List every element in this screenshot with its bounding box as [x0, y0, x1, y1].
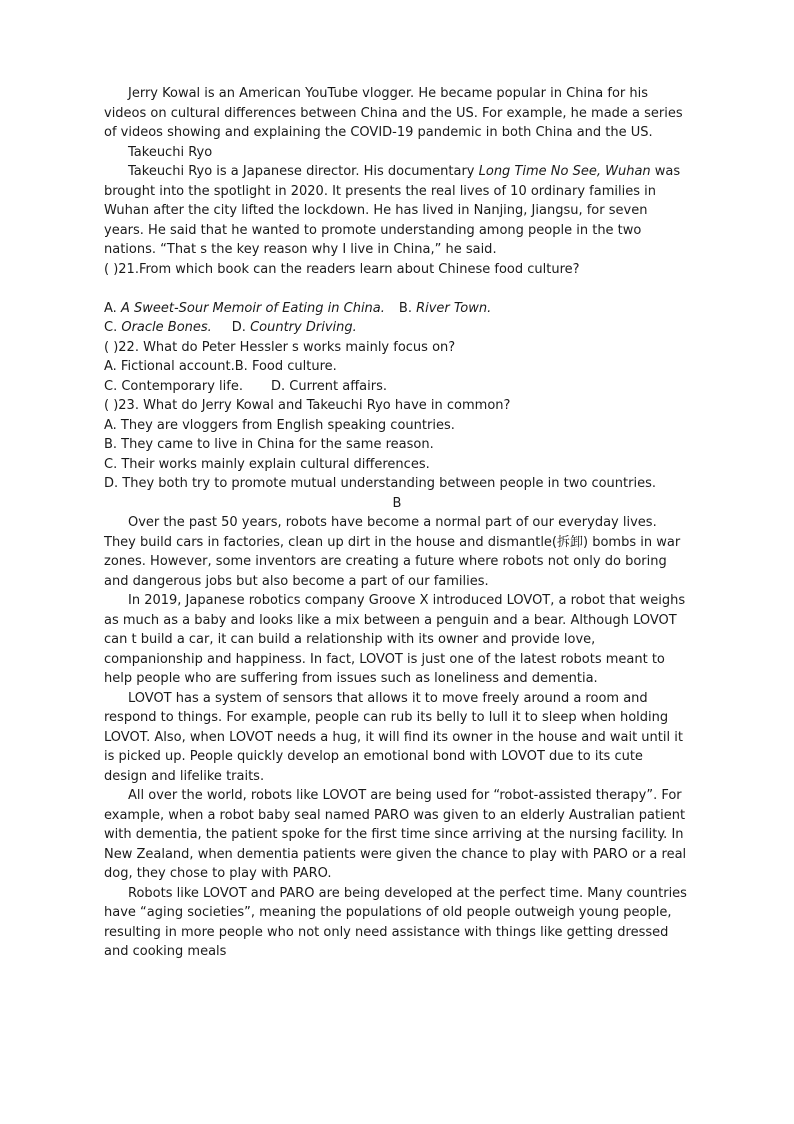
robots-paragraph-1: Over the past 50 years, robots have become a normal part of our everyday lives. They build cars in factories, clean up dirt in the house and dismantle(拆卸) bombs in war zones. However, some inventors are creating a future where robots not only do boring and dangerous jobs but also become a part of our families.	[104, 515, 681, 589]
ryo-heading: Takeuchi Ryo	[128, 144, 213, 160]
robots-paragraph-2: In 2019, Japanese robotics company Groove X introduced LOVOT, a robot that weighs as much as a baby and looks like a mix between a penguin and a bear. Although LOVOT can t build a car, it can build a relationship with its owner and provide love, companionship and happiness. In fact, LOVOT is just one of the latest robots meant to help people who are suffering from issues such as loneliness and dementia.	[104, 593, 686, 686]
ryo-paragraph-rest: was brought into the spotlight in 2020. It presents the real lives of 10 ordinary families in Wuhan after the city lifted the lockdown. He has lived in Nanjing, Jiangsu, for seven years. He said that he wanted to promote understanding among people in the two nations. “That s the key reason why I live in China,” he said.	[104, 164, 681, 257]
q21-option-d: Country Driving.	[250, 320, 357, 335]
documentary-title: Long Time No See, Wuhan	[478, 164, 651, 179]
robots-paragraph-4: All over the world, robots like LOVOT are being used for “robot-assisted therapy”. For example, when a robot baby seal named PARO was given to an elderly Australian patient with dementia, the patient spoke for the first time since arriving at the nursing facility. In New Zealand, when dementia patients were given the chance to play with PARO or a real dog, they chose to play with PARO.	[104, 788, 687, 881]
ryo-paragraph-start: Takeuchi Ryo is a Japanese director. His documentary	[128, 164, 479, 179]
q23-option-d: D. They both try to promote mutual understanding between people in two countries.	[104, 476, 656, 491]
robots-paragraph-5: Robots like LOVOT and PARO are being developed at the perfect time. Many countries have “aging societies”, meaning the populations of old people outweigh young people, resulting in more people who not only need assistance with things like getting dressed and cooking meals	[104, 885, 687, 959]
q21-a-label: A.	[104, 300, 121, 316]
section-b-heading: B	[392, 495, 402, 511]
q21-option-a: A Sweet-Sour Memoir of Eating in China.	[120, 300, 385, 316]
q23-option-c: C. Their works mainly explain cultural differences.	[104, 456, 430, 472]
q21-options-ab	[104, 299, 690, 319]
q21-c-label: C.	[104, 320, 122, 335]
blank-line	[104, 279, 690, 299]
q21-stem: ( )21.From which book can the readers learn about Chinese food culture?	[104, 261, 580, 277]
q23-option-b: B. They came to live in China for the same reason.	[104, 437, 434, 452]
q21-d-label: D.	[231, 320, 251, 335]
q21-b-label: B.	[398, 300, 417, 316]
q21-option-c: Oracle Bones.	[121, 320, 212, 335]
q22-options-ab: A. Fictional account.B. Food culture.	[104, 359, 337, 374]
ryo-paragraph	[104, 162, 690, 260]
q22-option-d: D. Current affairs.	[271, 378, 387, 394]
q22-stem: ( )22. What do Peter Hessler s works mainly focus on?	[104, 339, 456, 355]
kowal-paragraph: Jerry Kowal is an American YouTube vlogger. He became popular in China for his videos on cultural differences between China and the US. For example, he made a series of videos showing and explaining the COVID-19 pandemic in both China and the US.	[104, 86, 683, 140]
q21-options-cd	[104, 318, 690, 338]
robots-paragraph-3: LOVOT has a system of sensors that allows it to move freely around a room and respond to things. For example, people can rub its belly to lull it to sleep when holding LOVOT. Also, when LOVOT needs a hug, it will find its owner in the house and wait until it is picked up. People quickly develop an emotional bond with LOVOT due to its cute design and lifelike traits.	[104, 690, 683, 784]
q21-option-b: River Town.	[416, 300, 492, 316]
q22-options-cd	[104, 377, 690, 397]
q23-option-a: A. They are vloggers from English speaking countries.	[104, 417, 455, 433]
q23-stem: ( )23. What do Jerry Kowal and Takeuchi Ryo have in common?	[104, 398, 511, 413]
q22-option-c: C. Contemporary life.	[104, 378, 243, 394]
